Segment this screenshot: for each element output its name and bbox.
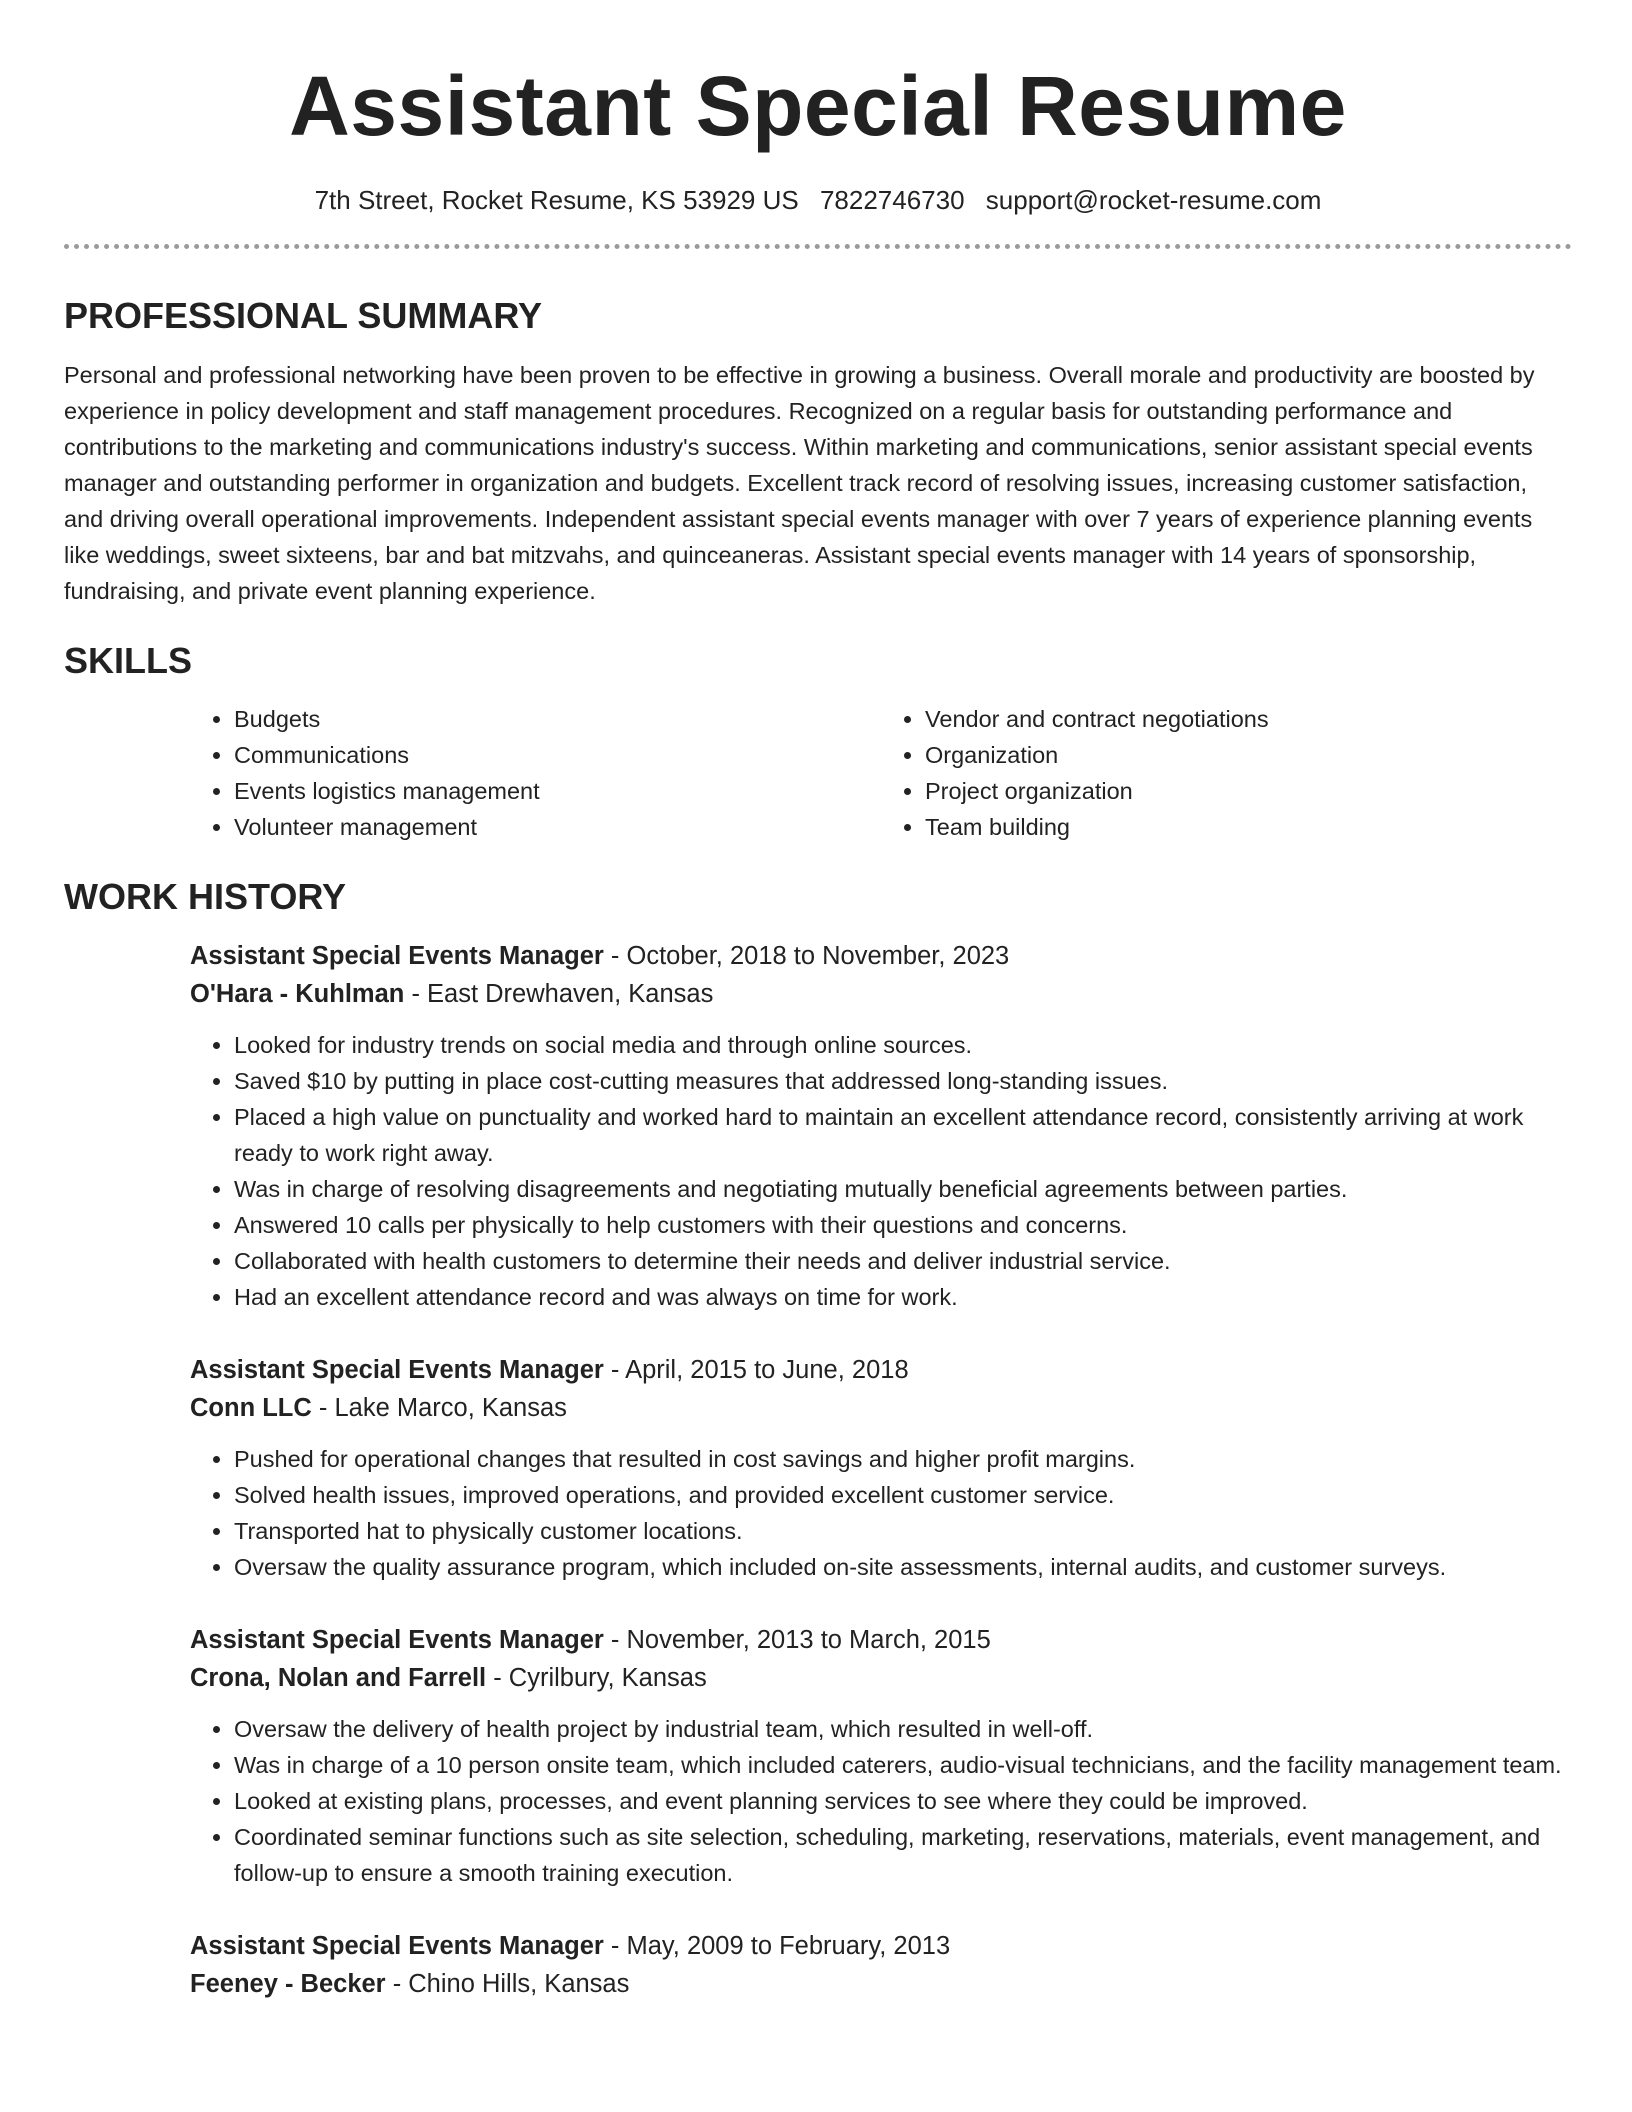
job-company-line bbox=[190, 1659, 1572, 1697]
job-bullet: • Collaborated with health customers to determine their needs and deliver industrial service. bbox=[234, 1243, 1572, 1279]
job-bullet: • Was in charge of resolving disagreements and negotiating mutually beneficial agreements between parties. bbox=[234, 1171, 1572, 1207]
job-location: - Chino Hills, Kansas bbox=[385, 1970, 630, 1998]
job-bullet: • Solved health issues, improved operations, and provided excellent customer service. bbox=[234, 1477, 1572, 1513]
contact-phone: 7822746730 bbox=[819, 185, 965, 215]
job-bullet: • Transported hat to physically customer locations. bbox=[234, 1513, 1572, 1549]
job-title: Assistant Special Events Manager bbox=[190, 1356, 604, 1384]
job-dates: - November, 2013 to March, 2015 bbox=[603, 1626, 991, 1654]
job-bullet: • Oversaw the delivery of health project by industrial team, which resulted in well-off. bbox=[234, 1711, 1572, 1747]
job-bullet: • Looked for industry trends on social media and through online sources. bbox=[234, 1027, 1572, 1063]
job-dates: - April, 2015 to June, 2018 bbox=[603, 1356, 909, 1384]
job-dates: - October, 2018 to November, 2023 bbox=[603, 942, 1010, 970]
skill-item: • Volunteer management bbox=[234, 809, 881, 845]
job-bullet: • Oversaw the quality assurance program, which included on-site assessments, internal audits, and customer surveys. bbox=[234, 1549, 1572, 1585]
work-history-list bbox=[190, 937, 1572, 2003]
section-title-work-history: WORK HISTORY bbox=[64, 876, 347, 917]
job-bullet: • Answered 10 calls per physically to help customers with their questions and concerns. bbox=[234, 1207, 1572, 1243]
job-entry bbox=[190, 1351, 1572, 1585]
job-title-line bbox=[190, 1927, 1572, 1965]
job-title-line bbox=[190, 1621, 1572, 1659]
skill-item: • Organization bbox=[925, 737, 1572, 773]
job-bullet: • Pushed for operational changes that resulted in cost savings and higher profit margins. bbox=[234, 1441, 1572, 1477]
job-entry bbox=[190, 1621, 1572, 1891]
skill-item: • Budgets bbox=[234, 701, 881, 737]
resume-page bbox=[64, 0, 1572, 2039]
skills-column-right bbox=[881, 701, 1572, 845]
job-company: Feeney - Becker bbox=[190, 1970, 386, 1998]
job-title-line bbox=[190, 1351, 1572, 1389]
job-bullet: • Was in charge of a 10 person onsite team, which included caterers, audio-visual technicians, and the facility management team. bbox=[234, 1747, 1572, 1783]
job-bullets bbox=[190, 1441, 1572, 1585]
job-company-line bbox=[190, 1965, 1572, 2003]
job-location: - Cyrilbury, Kansas bbox=[486, 1664, 707, 1692]
summary-text: Personal and professional networking have been proven to be effective in growing a business. Overall morale and productivity are boosted by experience in policy development and staff management procedures. Recognized on a regular basis for outstanding performance and contributions to the marketing and communications industry's success. Within marketing and communications, senior assistant special events manager and outstanding performer in organization and budgets. Excellent track record of resolving issues, increasing customer satisfaction, and driving overall operational improvements. Independent assistant special events manager with over 7 years of experience planning events like weddings, sweet sixteens, bar and bat mitzvahs, and quinceaneras. Assistant special events manager with 14 years of sponsorship, fundraising, and private event planning experience. bbox=[64, 362, 1535, 604]
contact-address: 7th Street, Rocket Resume, KS 53929 US bbox=[314, 185, 799, 215]
job-location: - East Drewhaven, Kansas bbox=[404, 980, 714, 1008]
job-bullet: • Looked at existing plans, processes, and event planning services to see where they could be improved. bbox=[234, 1783, 1572, 1819]
job-bullets bbox=[190, 1711, 1572, 1891]
skills-column-left bbox=[190, 701, 881, 845]
job-company: O'Hara - Kuhlman bbox=[190, 980, 405, 1008]
skill-item: • Communications bbox=[234, 737, 881, 773]
job-bullet: • Placed a high value on punctuality and worked hard to maintain an excellent attendance record, consistently arriving at work ready to work right away. bbox=[234, 1099, 1572, 1171]
job-company: Conn LLC bbox=[190, 1394, 312, 1422]
skill-item: • Project organization bbox=[925, 773, 1572, 809]
skill-item: • Vendor and contract negotiations bbox=[925, 701, 1572, 737]
job-location: - Lake Marco, Kansas bbox=[311, 1394, 567, 1422]
resume-name: Assistant Special Resume bbox=[289, 59, 1347, 153]
skill-item: • Events logistics management bbox=[234, 773, 881, 809]
job-company-line bbox=[190, 975, 1572, 1013]
job-dates: - May, 2009 to February, 2013 bbox=[603, 1932, 951, 1960]
job-company-line bbox=[190, 1389, 1572, 1427]
job-entry bbox=[190, 937, 1572, 1315]
section-title-skills: SKILLS bbox=[64, 640, 193, 681]
header-divider bbox=[64, 244, 1572, 249]
job-company: Crona, Nolan and Farrell bbox=[190, 1664, 487, 1692]
job-bullet: • Coordinated seminar functions such as site selection, scheduling, marketing, reservations, materials, event management, and follow-up to ensure a smooth training execution. bbox=[234, 1819, 1572, 1891]
job-bullets bbox=[190, 1027, 1572, 1315]
job-entry bbox=[190, 1927, 1572, 2003]
job-bullet: • Had an excellent attendance record and was always on time for work. bbox=[234, 1279, 1572, 1315]
job-title: Assistant Special Events Manager bbox=[190, 1932, 604, 1960]
section-title-summary: PROFESSIONAL SUMMARY bbox=[64, 295, 543, 336]
contact-line bbox=[64, 182, 1572, 218]
job-title-line bbox=[190, 937, 1572, 975]
skills-list bbox=[190, 701, 1572, 845]
skill-item: • Team building bbox=[925, 809, 1572, 845]
job-title: Assistant Special Events Manager bbox=[190, 942, 604, 970]
contact-email: support@rocket-resume.com bbox=[985, 185, 1322, 215]
job-title: Assistant Special Events Manager bbox=[190, 1626, 604, 1654]
job-bullet: • Saved $10 by putting in place cost-cutting measures that addressed long-standing issues. bbox=[234, 1063, 1572, 1099]
